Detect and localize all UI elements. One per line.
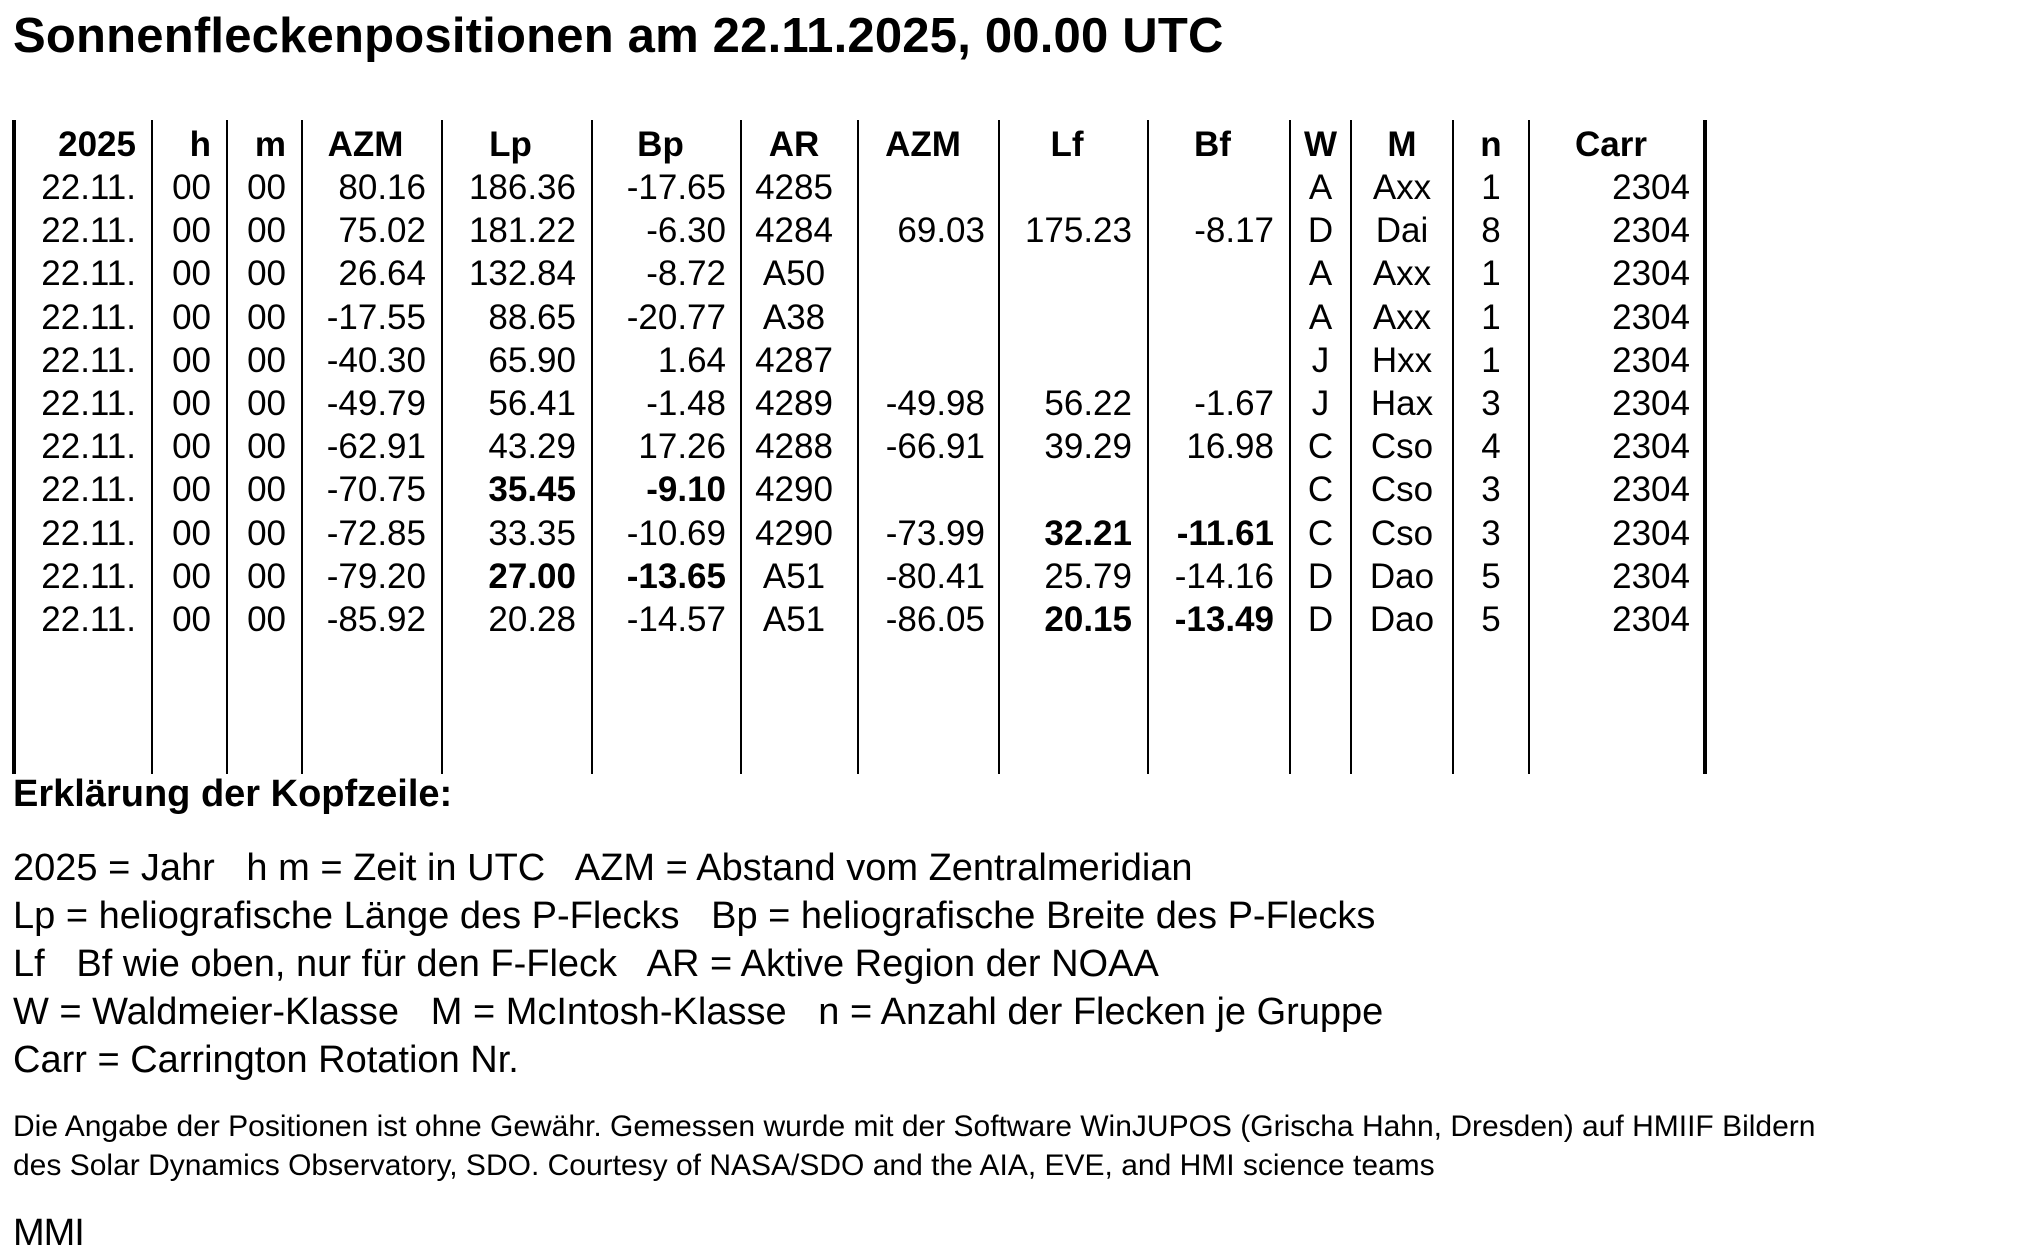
table-cell: 2304	[1612, 298, 1690, 337]
table-header-cell: AZM	[885, 125, 961, 164]
table-cell: 1	[1481, 298, 1501, 337]
table-cell: D	[1307, 600, 1334, 639]
table-cell: -80.41	[885, 557, 985, 596]
table-cell: 4287	[755, 341, 833, 380]
table-cell: 00	[172, 254, 211, 293]
table-cell: 00	[247, 470, 286, 509]
table-cell: 22.11.	[41, 211, 136, 250]
explanation-title: Erklärung der Kopfzeile:	[13, 773, 453, 815]
table-cell: C	[1307, 514, 1334, 553]
table-cell: 65.90	[488, 341, 576, 380]
table-cell: -40.30	[326, 341, 426, 380]
table-column-divider	[1289, 120, 1291, 774]
table-cell: 4289	[755, 384, 833, 423]
table-cell: A	[1308, 254, 1333, 293]
table-cell	[1002, 296, 1132, 339]
table-cell: 25.79	[1044, 557, 1132, 596]
table-cell: 2304	[1612, 470, 1690, 509]
table-cell	[1151, 339, 1274, 382]
table-cell: -14.16	[1174, 557, 1274, 596]
table-cell	[1151, 296, 1274, 339]
table-cell: -85.92	[326, 600, 426, 639]
table-cell: 56.22	[1044, 384, 1132, 423]
table-cell: -49.98	[885, 384, 985, 423]
table-header-cell: M	[1387, 125, 1417, 164]
table-cell: 00	[172, 427, 211, 466]
table-cell: -13.49	[1174, 600, 1274, 639]
table-cell: 22.11.	[41, 427, 136, 466]
table-cell: 5	[1481, 557, 1501, 596]
table-cell: 17.26	[638, 427, 726, 466]
table-cell: Hxx	[1371, 341, 1433, 380]
page-title: Sonnenfleckenpositionen am 22.11.2025, 00.00 UTC	[13, 9, 1224, 63]
table-header-cell: n	[1480, 125, 1502, 164]
table-cell: -79.20	[326, 557, 426, 596]
table-cell: 4	[1481, 427, 1501, 466]
table-cell: A51	[762, 600, 826, 639]
table-cell: 16.98	[1186, 427, 1274, 466]
table-column-divider	[998, 120, 1000, 774]
table-cell: 22.11.	[41, 298, 136, 337]
table-cell: -10.69	[626, 514, 726, 553]
table-cell: 00	[247, 384, 286, 423]
table-cell: 4290	[755, 470, 833, 509]
table-cell: Axx	[1372, 254, 1432, 293]
signature: MMI	[13, 1212, 84, 1254]
table-cell	[1151, 252, 1274, 295]
table-cell: 00	[172, 341, 211, 380]
table-header-cell: AR	[768, 125, 820, 164]
table-cell: 75.02	[338, 211, 426, 250]
table-cell: -72.85	[326, 514, 426, 553]
table-cell: 2304	[1612, 254, 1690, 293]
table-cell: J	[1311, 341, 1330, 380]
table-cell: 3	[1481, 514, 1501, 553]
table-cell: A38	[762, 298, 826, 337]
table-cell: Dao	[1369, 600, 1435, 639]
table-column-divider	[591, 120, 593, 774]
table-cell: 2304	[1612, 384, 1690, 423]
table-cell: 00	[172, 600, 211, 639]
table-cell: 26.64	[338, 254, 426, 293]
sunspot-table	[0, 120, 1720, 776]
table-cell: 56.41	[488, 384, 576, 423]
table-column-divider	[1703, 120, 1707, 774]
table-column-divider	[1452, 120, 1454, 774]
table-cell: 175.23	[1024, 211, 1132, 250]
table-cell	[861, 296, 985, 339]
table-cell	[1002, 252, 1132, 295]
table-column-divider	[1350, 120, 1352, 774]
table-cell: A51	[762, 557, 826, 596]
table-cell: -11.61	[1176, 514, 1274, 553]
table-cell	[861, 468, 985, 511]
table-cell: 00	[247, 211, 286, 250]
table-column-divider	[1147, 120, 1149, 774]
table-cell: 00	[172, 514, 211, 553]
table-cell: 181.22	[468, 211, 576, 250]
table-column-divider	[151, 120, 153, 774]
table-cell: A	[1308, 298, 1333, 337]
table-cell	[1151, 468, 1274, 511]
table-cell: 1	[1481, 168, 1501, 207]
table-cell: 00	[172, 470, 211, 509]
table-cell: -66.91	[885, 427, 985, 466]
table-cell: D	[1307, 211, 1334, 250]
table-cell: -20.77	[626, 298, 726, 337]
table-cell: -6.30	[646, 211, 726, 250]
table-cell: -1.48	[646, 384, 726, 423]
table-cell: 00	[172, 168, 211, 207]
table-header-cell: Lp	[489, 125, 532, 164]
table-cell: -13.65	[626, 557, 726, 596]
table-cell: 00	[247, 168, 286, 207]
table-cell: 43.29	[488, 427, 576, 466]
table-cell: Dai	[1375, 211, 1429, 250]
table-cell: 2304	[1612, 557, 1690, 596]
table-cell: 2304	[1612, 168, 1690, 207]
table-cell: A	[1308, 168, 1333, 207]
table-column-divider	[441, 120, 443, 774]
table-header-cell: AZM	[327, 125, 404, 164]
table-header-cell: Bp	[637, 125, 684, 164]
table-cell: Hax	[1370, 384, 1434, 423]
table-cell: Cso	[1370, 427, 1434, 466]
table-cell: 2304	[1612, 211, 1690, 250]
table-cell: -62.91	[326, 427, 426, 466]
explanation-line: Lf Bf wie oben, nur für den F-Fleck AR = Aktive Region der NOAA	[13, 943, 1159, 985]
table-cell: 00	[247, 514, 286, 553]
table-cell: 39.29	[1044, 427, 1132, 466]
table-cell: 4290	[755, 514, 833, 553]
table-cell: 20.28	[488, 600, 576, 639]
table-header-cell: h	[189, 125, 211, 164]
table-cell: 22.11.	[41, 514, 136, 553]
table-cell: 27.00	[488, 557, 576, 596]
table-cell: 69.03	[897, 211, 985, 250]
table-cell	[1002, 339, 1132, 382]
table-header-cell: Lf	[1050, 125, 1084, 164]
disclaimer-line: des Solar Dynamics Observatory, SDO. Courtesy of NASA/SDO and the AIA, EVE, and HMI science teams	[13, 1149, 1435, 1182]
table-cell: 00	[247, 254, 286, 293]
table-cell: 1	[1481, 254, 1501, 293]
table-cell: 186.36	[468, 168, 576, 207]
table-cell: -86.05	[885, 600, 985, 639]
table-cell: -8.72	[646, 254, 726, 293]
table-cell: 00	[172, 557, 211, 596]
table-header-cell: Carr	[1575, 125, 1647, 164]
table-column-divider	[857, 120, 859, 774]
explanation-line: Lp = heliografische Länge des P-Flecks Bp = heliografische Breite des P-Flecks	[13, 895, 1376, 937]
table-cell: 8	[1481, 211, 1501, 250]
table-header-cell: 2025	[58, 125, 136, 164]
table-cell: 1	[1481, 341, 1501, 380]
table-cell: 2304	[1612, 514, 1690, 553]
table-cell: 132.84	[468, 254, 576, 293]
table-cell	[861, 252, 985, 295]
explanation-line: Carr = Carrington Rotation Nr.	[13, 1039, 519, 1081]
table-cell: 00	[247, 341, 286, 380]
table-column-divider	[301, 120, 303, 774]
table-cell: C	[1307, 427, 1334, 466]
table-column-divider	[1528, 120, 1530, 774]
table-cell: 00	[247, 557, 286, 596]
table-cell: 33.35	[488, 514, 576, 553]
table-column-divider	[226, 120, 228, 774]
table-cell: D	[1307, 557, 1334, 596]
table-cell: 00	[172, 298, 211, 337]
table-cell: 2304	[1612, 600, 1690, 639]
table-cell: 22.11.	[41, 470, 136, 509]
table-cell: 00	[247, 298, 286, 337]
table-cell: 22.11.	[41, 254, 136, 293]
table-cell: 88.65	[488, 298, 576, 337]
explanation-line: 2025 = Jahr h m = Zeit in UTC AZM = Abstand vom Zentralmeridian	[13, 847, 1193, 889]
table-cell: 3	[1481, 384, 1501, 423]
table-cell: Cso	[1370, 514, 1434, 553]
table-header-cell: Bf	[1194, 125, 1231, 164]
table-cell: 2304	[1612, 341, 1690, 380]
table-cell: 32.21	[1044, 514, 1132, 553]
table-cell: 22.11.	[41, 384, 136, 423]
table-cell: 22.11.	[41, 600, 136, 639]
table-cell: 35.45	[488, 470, 576, 509]
table-cell: -17.65	[626, 168, 726, 207]
table-cell: Axx	[1372, 168, 1432, 207]
table-cell	[1002, 166, 1132, 209]
table-cell: -70.75	[326, 470, 426, 509]
table-cell: -14.57	[626, 600, 726, 639]
table-cell: 80.16	[338, 168, 426, 207]
table-cell: 1.64	[657, 341, 726, 380]
table-cell: 20.15	[1044, 600, 1132, 639]
table-cell	[1002, 468, 1132, 511]
table-header-cell: W	[1303, 125, 1338, 164]
table-cell: 22.11.	[41, 557, 136, 596]
table-cell: 22.11.	[41, 168, 136, 207]
table-cell: 00	[172, 211, 211, 250]
table-cell: 22.11.	[41, 341, 136, 380]
table-cell: 00	[247, 427, 286, 466]
table-cell: Cso	[1370, 470, 1434, 509]
table-cell: J	[1311, 384, 1330, 423]
table-cell: -17.55	[326, 298, 426, 337]
table-cell	[861, 166, 985, 209]
table-cell: Dao	[1369, 557, 1435, 596]
table-column-divider	[740, 120, 742, 774]
table-cell: 4288	[755, 427, 833, 466]
table-cell: 00	[172, 384, 211, 423]
table-cell: 2304	[1612, 427, 1690, 466]
table-cell: 3	[1481, 470, 1501, 509]
table-header-cell: m	[254, 125, 286, 164]
disclaimer-line: Die Angabe der Positionen ist ohne Gewähr. Gemessen wurde mit der Software WinJUPOS (Grischa Hahn, Dresden) auf HMIIF Bildern	[13, 1110, 1816, 1143]
table-cell: 5	[1481, 600, 1501, 639]
table-cell: -73.99	[885, 514, 985, 553]
table-cell: C	[1307, 470, 1334, 509]
table-cell: -49.79	[326, 384, 426, 423]
explanation-line: W = Waldmeier-Klasse M = McIntosh-Klasse n = Anzahl der Flecken je Gruppe	[13, 991, 1384, 1033]
table-cell: -9.10	[646, 470, 726, 509]
table-cell: 4284	[755, 211, 833, 250]
table-cell	[861, 339, 985, 382]
table-cell: 00	[247, 600, 286, 639]
table-cell: -8.17	[1194, 211, 1274, 250]
table-cell: 4285	[755, 168, 833, 207]
table-cell: -1.67	[1194, 384, 1274, 423]
table-cell	[1151, 166, 1274, 209]
table-cell: A50	[762, 254, 826, 293]
table-cell: Axx	[1372, 298, 1432, 337]
